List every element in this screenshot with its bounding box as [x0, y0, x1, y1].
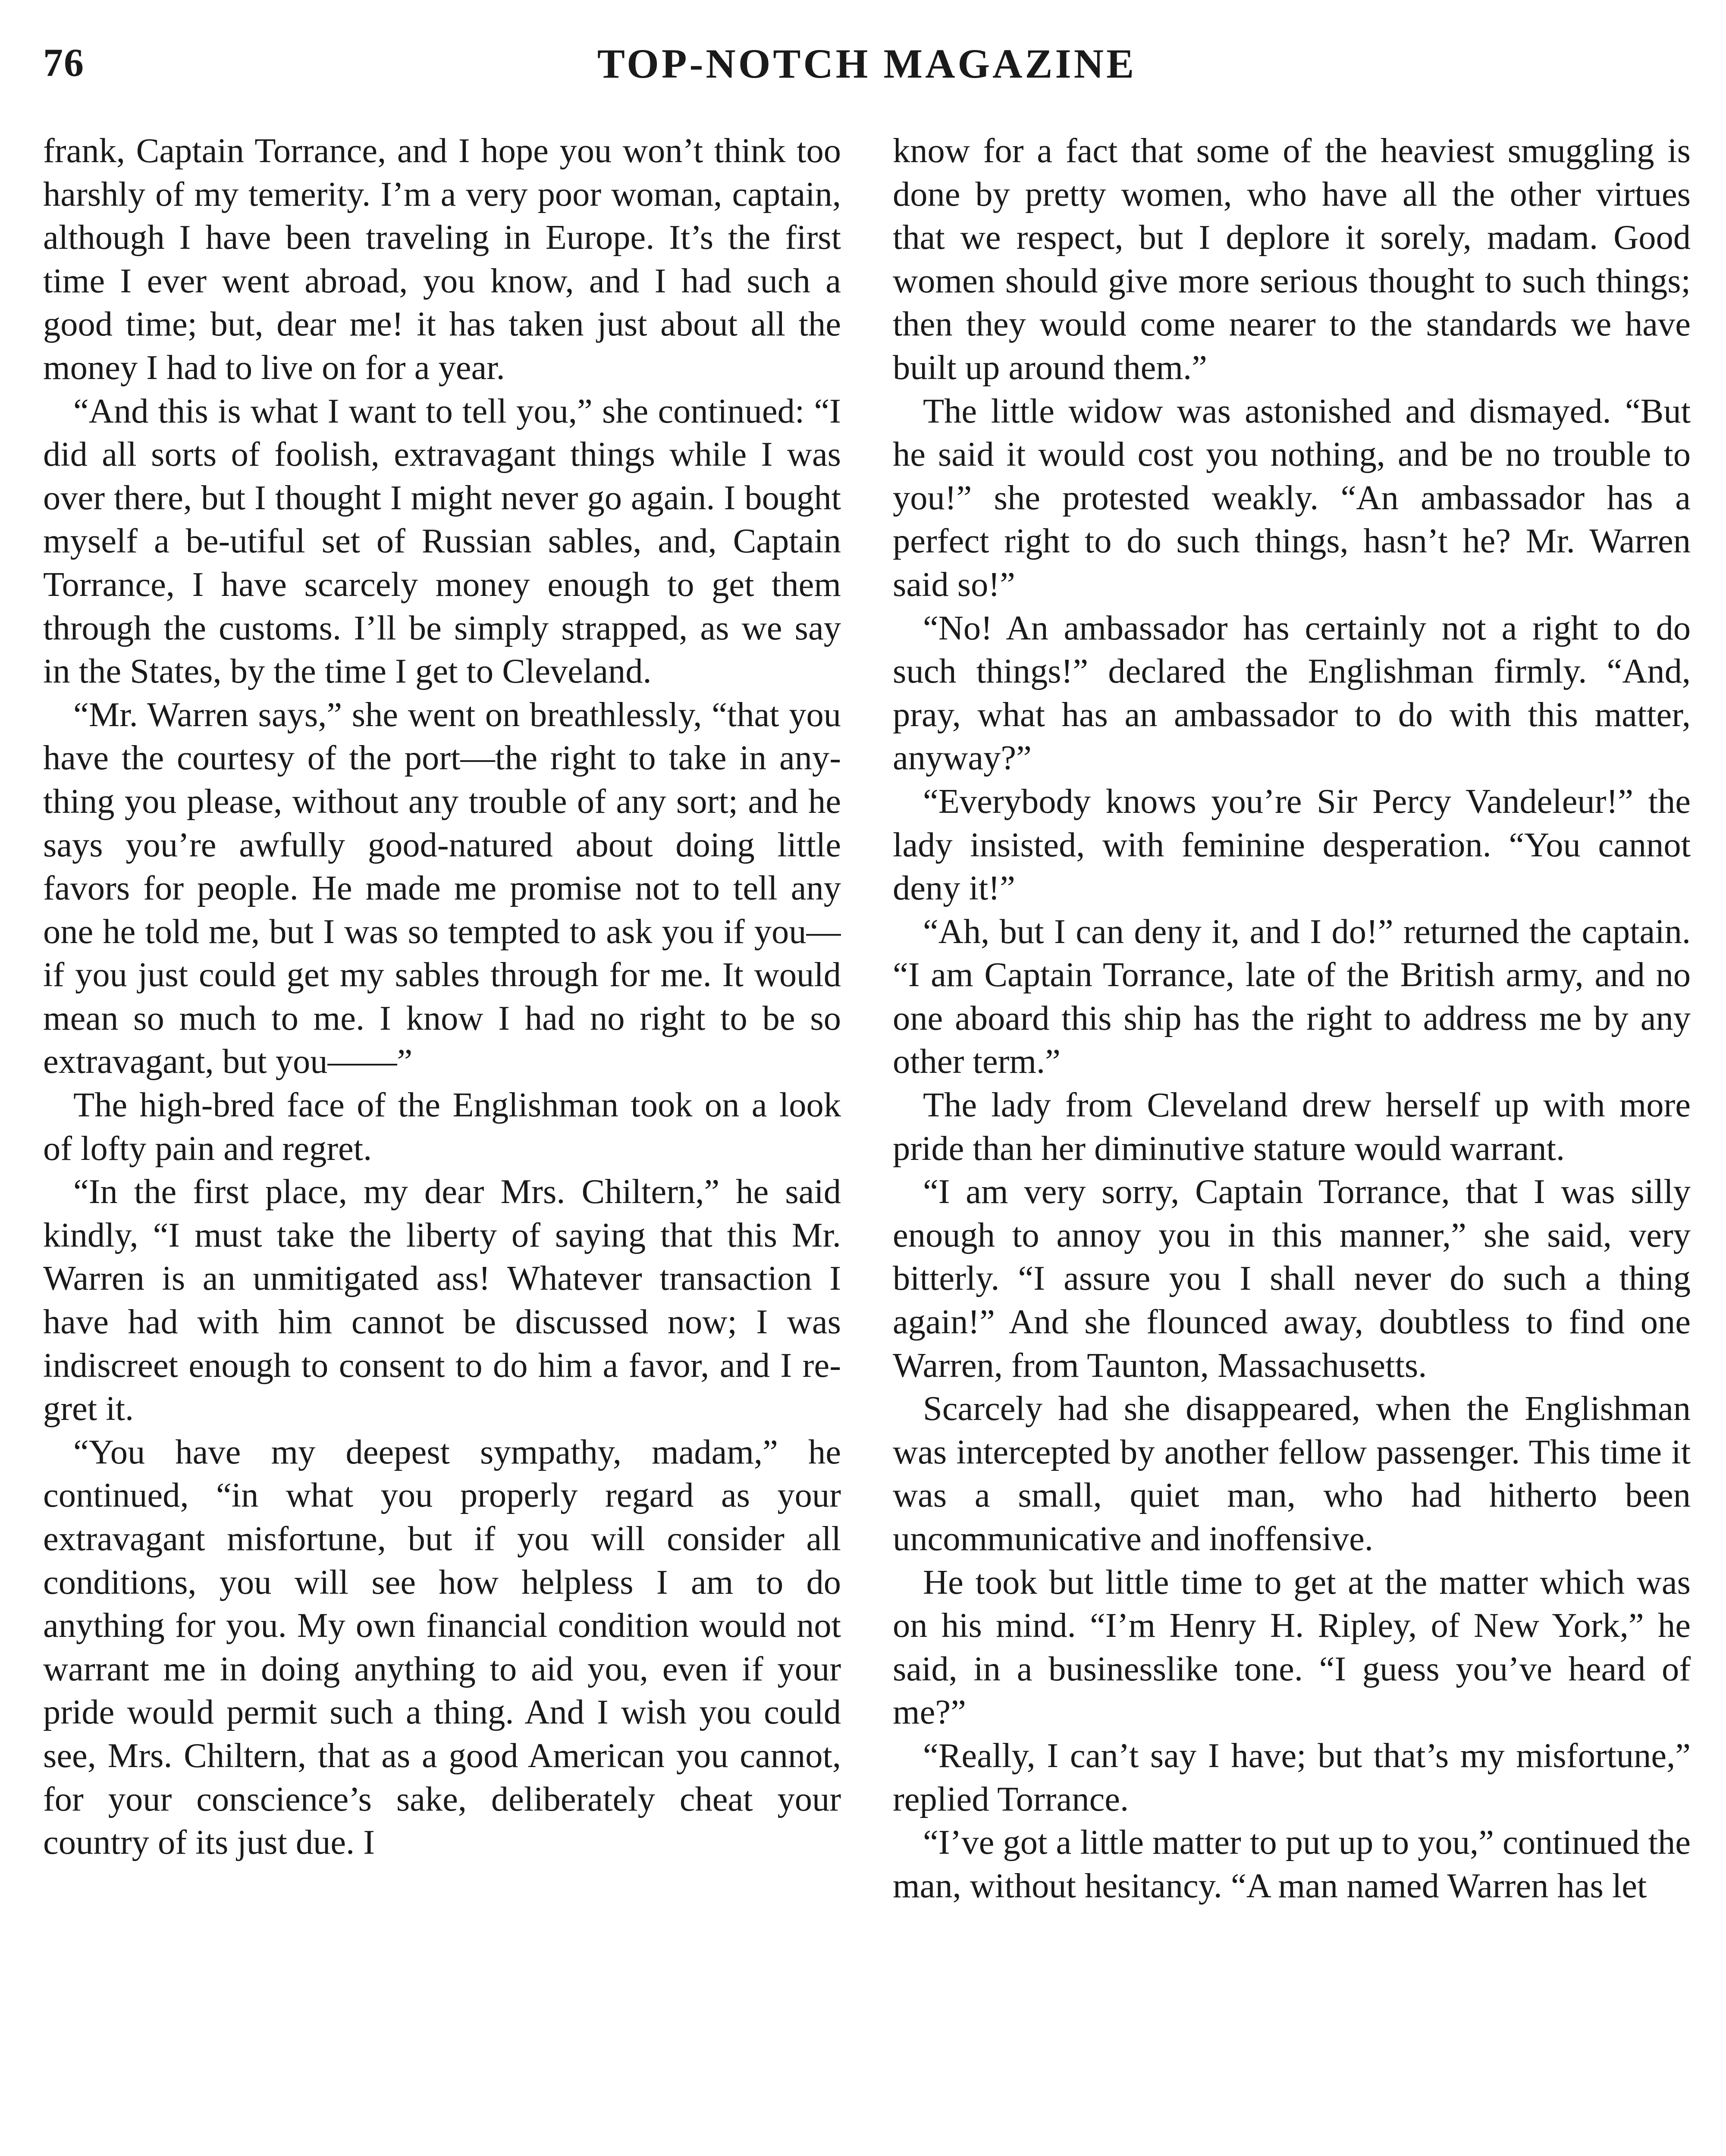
paragraph: The high-bred face of the Englishman took on a look of lofty pain and regret.: [43, 1086, 841, 1168]
paragraph: “In the first place, my dear Mrs. Chiltern,” he said kindly, “I must take the liberty of saying that this Mr. Warren is an unmitigated ass! Whatever transaction I have had with him cannot be discussed now; I was indiscreet enough to consent to do him a favor, and I regret it.: [43, 1172, 841, 1428]
paragraph: frank, Captain Torrance, and I hope you won’t think too harshly of my temerity. I’m a very poor woman, captain, although I have been traveling in Europe. It’s the first time I ever went abroad, you know, and I had such a good time; but, dear me! it has taken just about all the money I had to live on for a year.: [43, 132, 841, 387]
right-column: [893, 129, 1691, 2156]
paragraph: He took but little time to get at the matter which was on his mind. “I’m Henry H. Ripley, of New York,” he said, in a businesslike tone. “I guess you’ve heard of me?”: [893, 1563, 1691, 1732]
page-number: 76: [43, 41, 85, 85]
paragraph: Scarcely had she disappeared, when the Englishman was intercepted by another fellow passenger. This time it was a small, quiet man, who had hitherto been uncommunicative and inoffensive.: [893, 1389, 1691, 1558]
paragraph: “No! An ambassador has certainly not a right to do such things!” declared the Englishman firmly. “And, pray, what has an ambassador to do with this matter, anyway?”: [893, 608, 1691, 777]
paragraph: “Mr. Warren says,” she went on breathlessly, “that you have the courtesy of the port—the right to take in anything you please, without any trouble of any sort; and he says you’re awfully good-natured about doing little favors for people. He made me promise not to tell any one he told me, but I was so tempted to ask you if you—if you just could get my sables through for me. It would mean so much to me. I know I had no right to be so extravagant, but you——”: [43, 695, 841, 1081]
paragraph: “Everybody knows you’re Sir Percy Vandeleur!” the lady insisted, with feminine desperation. “You cannot deny it!”: [893, 782, 1691, 908]
paragraph: “I’ve got a little matter to put up to you,” continued the man, without hesitancy. “A man named Warren has let: [893, 1823, 1691, 1905]
paragraph: “I am very sorry, Captain Torrance, that I was silly enough to annoy you in this manner,” she said, very bitterly. “I assure you I shall never do such a thing again!” And she flounced away, doubtless to find one Warren, from Taunton, Massachusetts.: [893, 1172, 1691, 1385]
paragraph: The lady from Cleveland drew herself up with more pride than her diminutive stature would warrant.: [893, 1086, 1691, 1168]
running-title: TOP-NOTCH MAGAZINE: [597, 41, 1137, 87]
paragraph: “And this is what I want to tell you,” she continued: “I did all sorts of foolish, extravagant things while I was over there, but I thought I might never go again. I bought myself a be-utiful set of Russian sables, and, Captain Torrance, I have scarcely money enough to get them through the customs. I’ll be simply strapped, as we say in the States, by the time I get to Cleveland.: [43, 392, 841, 691]
paragraph: know for a fact that some of the heaviest smuggling is done by pretty women, who have all the other virtues that we respect, but I deplore it sorely, madam. Good women should give more serious thought to such things; then they would come nearer to the standards we have built up around them.”: [893, 132, 1691, 387]
left-column: [43, 129, 841, 2156]
paragraph: “Ah, but I can deny it, and I do!” returned the captain. “I am Captain Torrance, late of the British army, and no one aboard this ship has the right to address me by any other term.”: [893, 912, 1691, 1081]
paragraph: “You have my deepest sympathy, madam,” he continued, “in what you properly regard as your extravagant misfortune, but if you will consider all conditions, you will see how helpless I am to do anything for you. My own financial condition would not warrant me in doing anything to aid you, even if your pride would permit such a thing. And I wish you could see, Mrs. Chiltern, that as a good American you cannot, for your conscience’s sake, deliberately cheat your country of its just due. I: [43, 1432, 841, 1862]
page-header: [43, 40, 1691, 96]
paragraph: “Really, I can’t say I have; but that’s my misfortune,” replied Torrance.: [893, 1736, 1691, 1818]
paragraph: The little widow was astonished and dismayed. “But he said it would cost you nothing, and be no trouble to you!” she protested weakly. “An ambassador has a perfect right to do such things, hasn’t he? Mr. Warren said so!”: [893, 392, 1691, 604]
